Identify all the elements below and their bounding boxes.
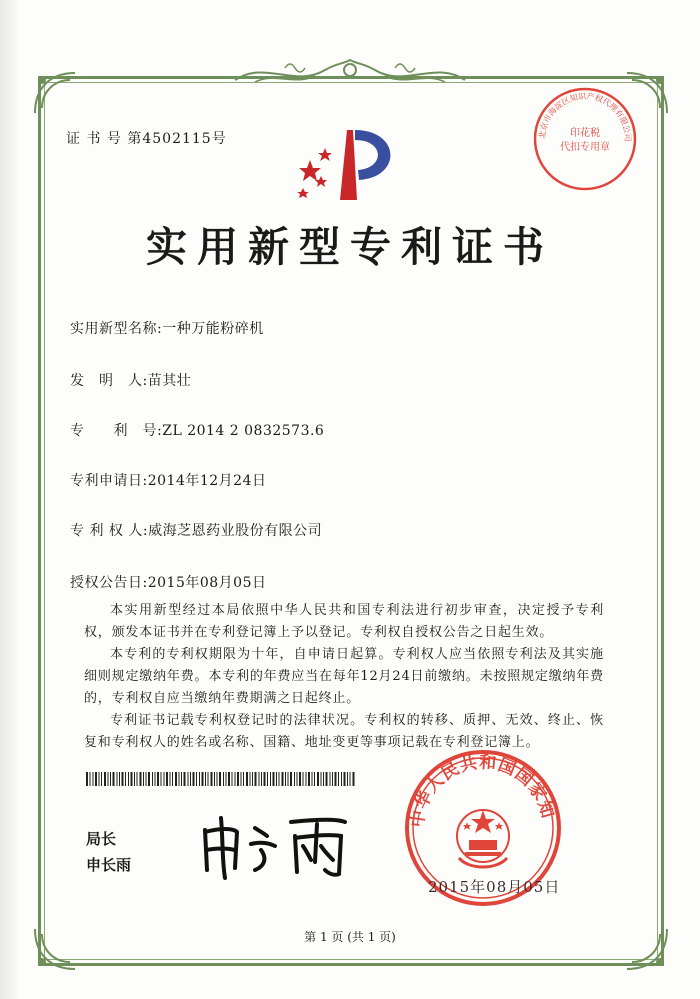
barcode-bar (99, 772, 100, 786)
barcode-bar (86, 772, 88, 786)
barcode-bar (314, 772, 315, 786)
barcode-bar (276, 772, 277, 786)
field-grant-date (70, 572, 266, 592)
barcode-bar (344, 772, 346, 786)
field-value: 一种万能粉碎机 (162, 321, 264, 337)
barcode-bar (241, 772, 242, 786)
barcode-bar (208, 772, 209, 786)
barcode-bar (306, 772, 307, 786)
barcode-bar (175, 772, 177, 786)
barcode-bar (140, 772, 142, 786)
barcode-bar (267, 772, 268, 786)
paper-edge (0, 0, 18, 999)
director-name: 申长雨 (86, 856, 132, 874)
barcode-bar (166, 772, 168, 786)
field-value: 2015年08月05日 (147, 575, 267, 591)
barcode-bar (131, 772, 133, 786)
barcode-bar (282, 772, 284, 786)
barcode-bar (294, 772, 295, 786)
barcode-bar (193, 772, 195, 786)
barcode-bar (211, 772, 213, 786)
barcode-bar (95, 772, 97, 786)
field-value: 威海芝恩药业股份有限公司 (148, 523, 323, 539)
field-label: 专 利 权 人: (70, 523, 149, 539)
barcode-bar (353, 772, 355, 786)
barcode-bar (157, 772, 159, 786)
barcode-bar (285, 772, 286, 786)
barcode-bar (170, 772, 171, 786)
barcode-bar (259, 772, 260, 786)
barcode-bar (199, 772, 200, 786)
barcode-bar (338, 772, 339, 786)
seal-date: 2015年08月05日 (428, 878, 561, 896)
barcode-bar (308, 772, 310, 786)
barcode-bar (317, 772, 319, 786)
field-application-date (70, 470, 266, 490)
barcode-bar (108, 772, 109, 786)
barcode-bar (303, 772, 304, 786)
field-label: 专 利 号: (70, 423, 163, 439)
field-label: 实用新型名称: (70, 321, 163, 337)
barcode-bar (228, 772, 230, 786)
barcode-bar (264, 772, 266, 786)
field-label: 发 明 人: (70, 373, 148, 389)
certificate-title: 实用新型专利证书 (146, 223, 554, 271)
barcode-bar (232, 772, 233, 786)
barcode-bar (226, 772, 227, 786)
svg-text:中华人民共和国国家知识产权局: 中华人民共和国国家知 (407, 752, 558, 829)
barcode-bar (261, 772, 262, 786)
barcode-bar (128, 772, 129, 786)
barcode-bar (323, 772, 324, 786)
barcode-bar (93, 772, 94, 786)
barcode-bar (148, 772, 150, 786)
corner-ornament-tl (30, 68, 80, 118)
barcode-bar (161, 772, 162, 786)
barcode-bar (332, 772, 333, 786)
barcode-bar (350, 772, 351, 786)
field-utility-model-name (70, 318, 264, 338)
barcode-bar (137, 772, 138, 786)
barcode-bar (179, 772, 180, 786)
legal-paragraph: 本实用新型经过本局依照中华人民共和国专利法进行初步审查，决定授予专利权，颁发本证书并在专利登记簿上予以登记。专利权自授权公告之日起生效。 (84, 603, 604, 640)
barcode-bar (146, 772, 147, 786)
barcode-bar (299, 772, 301, 786)
barcode-bar (288, 772, 289, 786)
field-label: 专利申请日: (70, 473, 148, 489)
certificate-number: 证 书 号 第4502115号 (66, 131, 227, 147)
legal-paragraph: 专利证书记载专利权登记时的法律状况。专利权的转移、质押、无效、终止、恢复和专利权人的姓名或名称、国籍、地址变更等事项记载在专利登记簿上。 (84, 713, 604, 750)
tax-seal (530, 84, 640, 198)
barcode (86, 771, 356, 790)
director-signature (195, 810, 355, 884)
legal-text (84, 600, 604, 754)
field-value: ZL 2014 2 0832573.6 (162, 423, 325, 439)
barcode-bar (143, 772, 144, 786)
field-patent-number (70, 420, 324, 440)
barcode-bar (341, 772, 342, 786)
barcode-bar (235, 772, 236, 786)
legal-paragraph: 本专利的专利权期限为十年，自申请日起算。专利权人应当依照专利法及其实施细则规定缴纳年费。本专利的年费应当在每年12月24日前缴纳。未按照规定缴纳年费的，专利权自应当缴纳年费期满之日起终止。 (84, 647, 604, 706)
barcode-bar (246, 772, 248, 786)
barcode-bar (181, 772, 182, 786)
barcode-bar (152, 772, 153, 786)
barcode-bar (172, 772, 173, 786)
barcode-bar (326, 772, 328, 786)
barcode-bar (104, 772, 106, 786)
field-inventor (70, 370, 191, 390)
barcode-bar (184, 772, 186, 786)
barcode-bar (190, 772, 191, 786)
barcode-bar (214, 772, 215, 786)
barcode-bar (297, 772, 298, 786)
barcode-bar (117, 772, 118, 786)
barcode-bar (330, 772, 331, 786)
barcode-bar (279, 772, 280, 786)
barcode-bar (255, 772, 257, 786)
field-value: 2014年12月24日 (147, 473, 267, 489)
barcode-bar (122, 772, 124, 786)
barcode-bar (290, 772, 292, 786)
barcode-bar (321, 772, 322, 786)
barcode-bar (196, 772, 197, 786)
barcode-bar (205, 772, 206, 786)
barcode-bar (347, 772, 348, 786)
barcode-bar (219, 772, 221, 786)
patent-office-logo (285, 122, 415, 206)
svg-text:印花税: 印花税 (570, 128, 600, 139)
barcode-bar (155, 772, 156, 786)
barcode-bar (113, 772, 115, 786)
barcode-bar (223, 772, 224, 786)
svg-text:代扣专用章: 代扣专用章 (560, 142, 610, 153)
field-value: 苗其壮 (147, 373, 192, 389)
barcode-bar (243, 772, 244, 786)
field-label: 授权公告日: (70, 575, 148, 591)
barcode-bar (252, 772, 253, 786)
director-title: 局长 (86, 830, 117, 848)
barcode-bar (335, 772, 337, 786)
barcode-bar (90, 772, 91, 786)
barcode-bar (119, 772, 120, 786)
barcode-bar (110, 772, 111, 786)
barcode-bar (202, 772, 204, 786)
barcode-bar (250, 772, 251, 786)
svg-text:北京市海淀区知识产权代理有限公司: 北京市海淀区知识产权代理有限公司 (537, 91, 633, 142)
barcode-bar (101, 772, 102, 786)
barcode-bar (312, 772, 313, 786)
top-ornament (225, 58, 475, 92)
page-number: 第 1 页 (共 1 页) (304, 930, 396, 944)
barcode-bar (125, 772, 126, 786)
barcode-bar (188, 772, 189, 786)
field-patentee (70, 520, 322, 540)
barcode-bar (134, 772, 135, 786)
barcode-bar (270, 772, 271, 786)
barcode-bar (273, 772, 275, 786)
barcode-bar (164, 772, 165, 786)
barcode-bar (217, 772, 218, 786)
barcode-bar (237, 772, 239, 786)
